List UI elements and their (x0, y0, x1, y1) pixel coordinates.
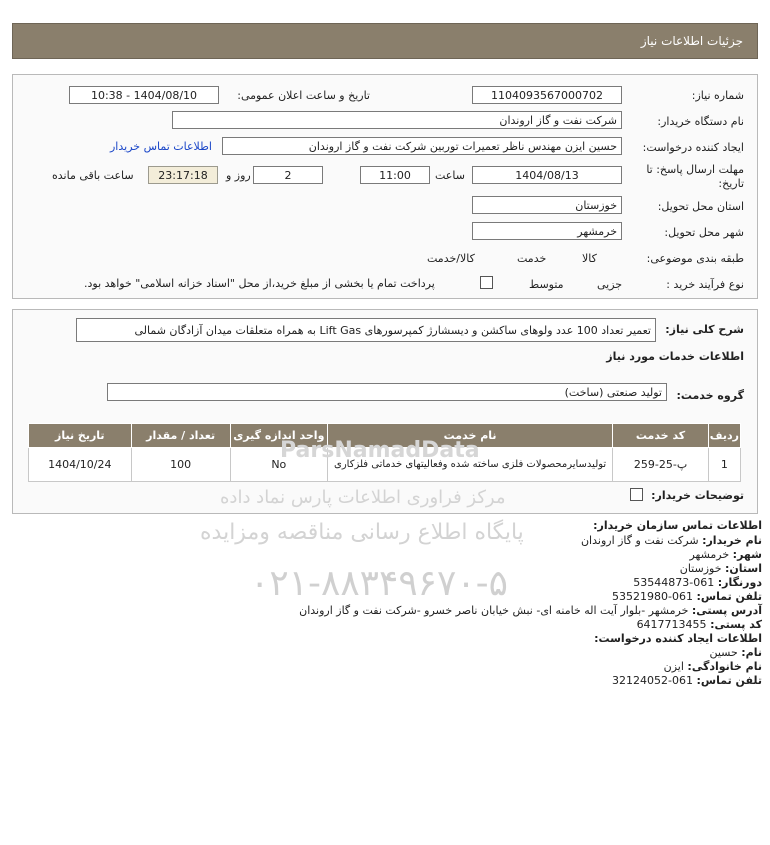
need-number-field[interactable]: 1104093567000702 (472, 86, 622, 104)
buyer-notes-checkbox[interactable] (630, 488, 643, 501)
announce-label: تاریخ و ساعت اعلان عمومی: (237, 89, 370, 102)
contact-phone: تلفن تماس: 061-53521980 (612, 590, 762, 603)
contact-title: اطلاعات تماس سازمان خریدار: (593, 519, 762, 532)
need-number-label: شماره نیاز: (691, 89, 744, 102)
col-index: ردیف (708, 424, 740, 448)
days-field[interactable]: 2 (253, 166, 323, 184)
buyer-notes-label: توضیحات خریدار: (651, 489, 744, 502)
contact-province: استان: خوزستان (679, 562, 762, 575)
row-qty: 100 (131, 448, 230, 482)
deadline-date-field[interactable]: 1404/08/13 (472, 166, 622, 184)
deadline-time-field[interactable]: 11:00 (360, 166, 430, 184)
creator-field[interactable]: حسین ایزن مهندس ناظر تعمیرات توربین شرکت نفت و گاز اروندان (222, 137, 622, 155)
creator-first-name: نام: حسین (709, 646, 762, 659)
contact-buyer-name: نام خریدار: شرکت نفت و گاز اروندان (580, 534, 762, 547)
row-code: پ-25-259 (613, 448, 708, 482)
col-qty: تعداد / مقدار (131, 424, 230, 448)
process-option-medium: متوسط (529, 278, 564, 291)
contact-postal: کد پستی: 6417713455 (636, 618, 762, 631)
city-field[interactable]: خرمشهر (472, 222, 622, 240)
province-field[interactable]: خوزستان (472, 196, 622, 214)
col-date: تاریخ نیاز (29, 424, 132, 448)
service-group-label: گروه خدمت: (676, 389, 744, 402)
contact-address: آدرس پستی: خرمشهر -بلوار آیت اله خامنه ای- نبش خیابان ناصر خسرو -شرکت نفت و گاز اروندان (299, 604, 762, 617)
page-header (12, 23, 758, 59)
col-name: نام خدمت (327, 424, 612, 448)
creator-phone: تلفن تماس: 061-32124052 (612, 674, 762, 687)
process-option-small: جزیی (597, 278, 623, 291)
creator-info-title: اطلاعات ایجاد کننده درخواست: (594, 632, 762, 645)
category-label: طبقه بندی موضوعی: (646, 252, 744, 265)
description-field[interactable]: تعمیر تعداد 100 عدد ولوهای ساکشن و دیسشارژ کمپرسورهای Lift Gas به همراه متعلقات میدان آزادگان شمالی (76, 318, 656, 342)
description-label: شرح کلی نیاز: (665, 323, 744, 336)
service-group-field[interactable]: تولید صنعتی (ساخت) (107, 383, 667, 401)
row-unit: No (230, 448, 327, 482)
time-label: ساعت (435, 169, 465, 182)
process-label: نوع فرآیند خرید : (666, 278, 744, 291)
creator-label: ایجاد کننده درخواست: (642, 141, 744, 154)
table-row[interactable] (29, 448, 741, 482)
deadline-label: مهلت ارسال پاسخ: تا تاریخ: (646, 163, 744, 190)
services-table (28, 423, 741, 482)
category-option-service: خدمت (517, 252, 547, 265)
services-table-header (29, 424, 741, 448)
category-option-goods: کالا (582, 252, 597, 265)
days-label: روز و (226, 169, 251, 182)
watermark-line2: پایگاه اطلاع رسانی مناقصه ومزایده (200, 520, 524, 545)
buyer-contact-link[interactable]: اطلاعات تماس خریدار (110, 140, 212, 153)
province-label: استان محل تحویل: (657, 200, 744, 213)
remaining-time-field: 23:17:18 (148, 166, 218, 184)
treasury-payment-text: پرداخت تمام یا بخشی از مبلغ خرید،از محل "اسناد خزانه اسلامی" خواهد بود. (84, 277, 435, 290)
row-name: تولیدسایرمحصولات فلزی ساخته شده وفعالیتهای خدماتی فلزکاری (327, 448, 612, 482)
buyer-label: نام دستگاه خریدار: (657, 115, 744, 128)
watermark-line1: مرکز فراوری اطلاعات پارس نماد داده (220, 487, 506, 508)
col-code: کد خدمت (613, 424, 708, 448)
creator-last-name: نام خانوادگی: ایزن (663, 660, 762, 673)
category-option-both: کالا/خدمت (427, 252, 475, 265)
row-date: 1404/10/24 (29, 448, 132, 482)
buyer-field[interactable]: شرکت نفت و گاز اروندان (172, 111, 622, 129)
announce-field[interactable]: 1404/08/10 - 10:38 (69, 86, 219, 104)
col-unit: واحد اندازه گیری (230, 424, 327, 448)
page-title: جزئیات اطلاعات نیاز (640, 34, 743, 48)
services-section-title: اطلاعات خدمات مورد نیاز (606, 350, 744, 363)
treasury-payment-checkbox[interactable] (480, 276, 493, 289)
contact-city: شهر: خرمشهر (689, 548, 762, 561)
city-label: شهر محل تحویل: (664, 226, 744, 239)
contact-fax: دورنگار: 061-53544873 (633, 576, 762, 589)
row-index: 1 (708, 448, 740, 482)
remaining-label: ساعت باقی مانده (52, 169, 134, 182)
watermark-phone: ۰۲۱-۸۸۳۴۹۶۷۰-۵ (250, 563, 509, 604)
watermark-brand: ParsNamadData (280, 438, 480, 463)
